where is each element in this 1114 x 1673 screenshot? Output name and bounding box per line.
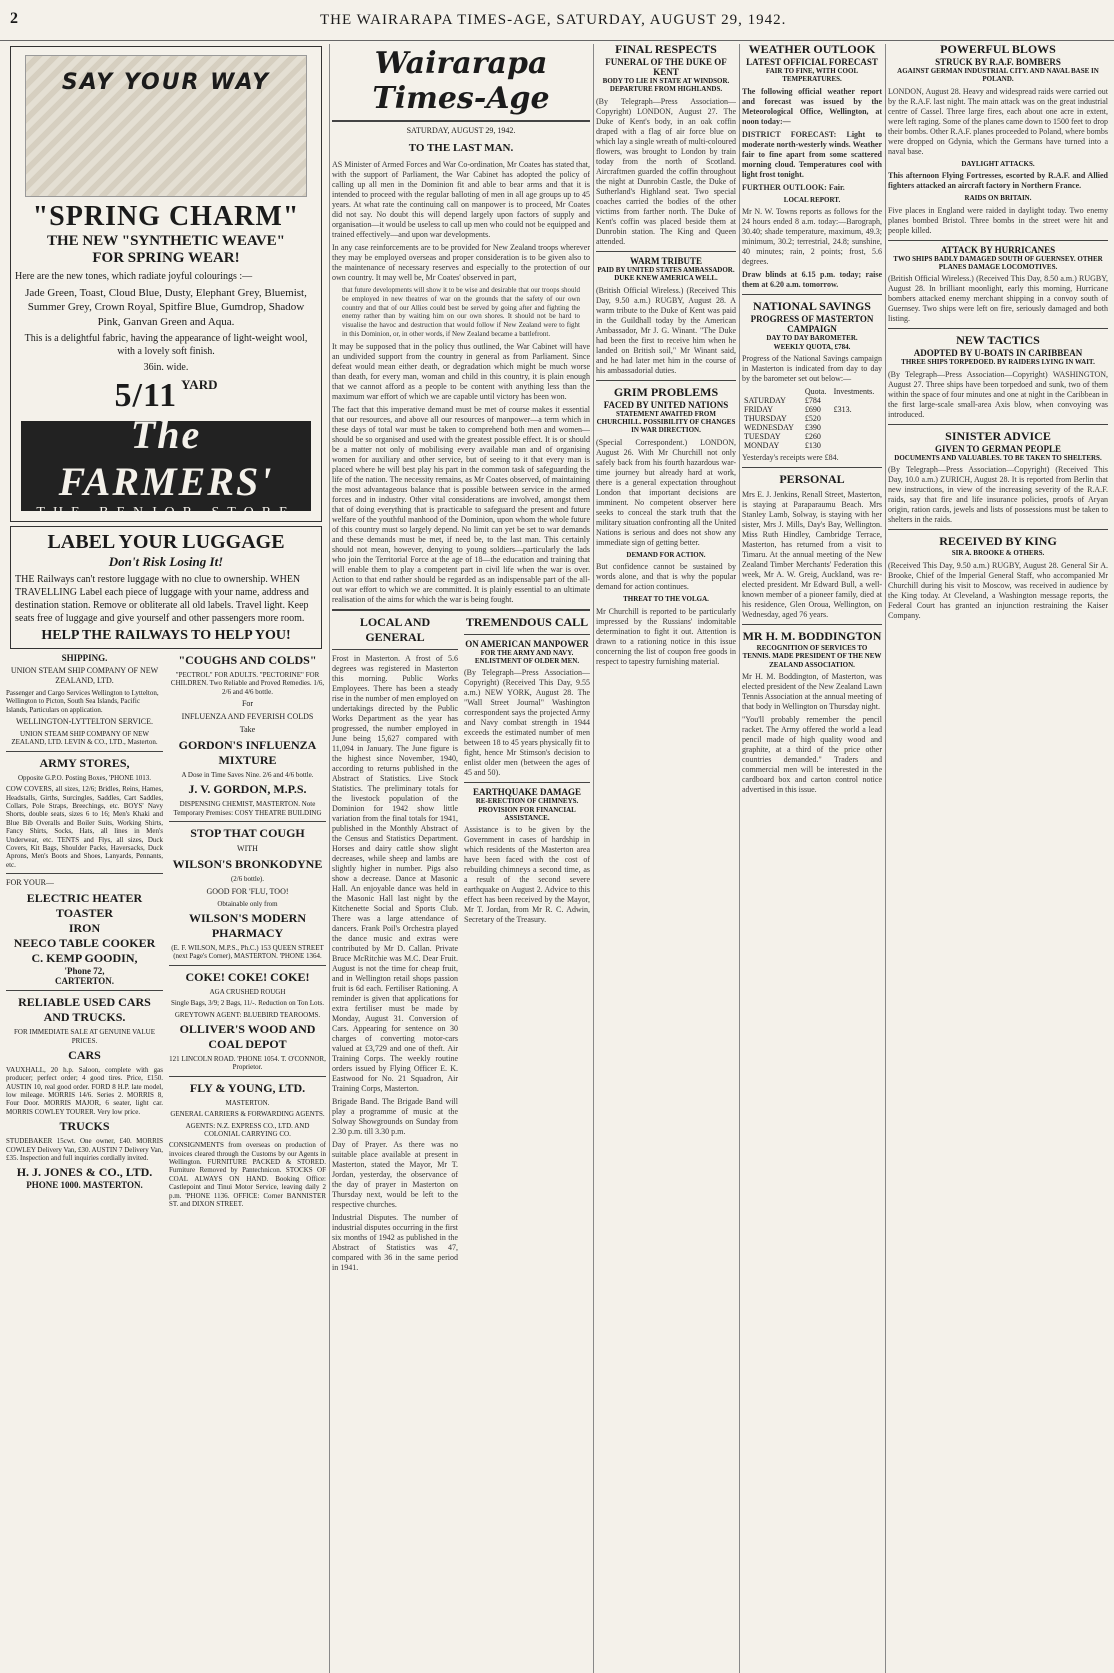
- volga-body: Mr Churchill is reported to be particularly impressed by the Russians' indomitable determination to fight it out. Attention is drawn to a rationing notice in this issue concerning the list of coupon free goods in respect to tapestry furnishing material.: [596, 606, 736, 666]
- hurricanes-sub: TWO SHIPS BADLY DAMAGED SOUTH OF GUERNSEY. OTHER PLANES DAMAGE LOCOMOTIVES.: [893, 254, 1103, 271]
- sinister-sub2: DOCUMENTS AND VALUABLES. TO BE TAKEN TO SHELTERS.: [894, 453, 1102, 462]
- fly-young-town: MASTERTON.: [225, 1098, 270, 1107]
- masthead-date: SATURDAY, AUGUST 29, 1942.: [406, 126, 516, 135]
- influenza-take: Take: [239, 725, 256, 735]
- blows-sub2: AGAINST GERMAN INDUSTRIAL CITY. AND NAVAL BASE IN POLAND.: [897, 67, 1099, 84]
- divider: [332, 649, 458, 650]
- spring-title: "SPRING CHARM": [32, 201, 300, 232]
- page-header: [0, 0, 1114, 41]
- table-header: Investments.: [833, 386, 875, 396]
- tactics-title: NEW TACTICS: [956, 333, 1040, 348]
- shipping-2: Passenger and Cargo Services Wellington to Lyttelton, Wellington to Picton, South Sea Islands, Pacific Islands, Particulars on application.: [6, 688, 159, 714]
- quake-title: EARTHQUAKE DAMAGE: [473, 787, 581, 798]
- cars-title: RELIABLE USED CARS AND TRUCKS.: [18, 995, 151, 1025]
- savings-title: NATIONAL SAVINGS: [753, 299, 871, 314]
- cough-obtain: Obtainable only from: [217, 899, 278, 908]
- fly-young-title: FLY & YOUNG, LTD.: [189, 1080, 306, 1095]
- personal-body: Mrs E. J. Jenkins, Renall Street, Masterton, is staying at Paraparaumu Beach. Mrs Stanley Lamb, Solway, is staying with her sister, Mrs J. Mills, Day's Bay, Wellington. Miss Ruth Hindley, Cambridge Terrace, Masterton, has returned from a visit to Timaru. At the annual meeting of the New Zealand Timber Merchants' Federation this week, Mr A. W. Greig, Auckland, was re-elected president. Mr Edward Bull, a well-known member of a pioneer family, died at his residence, Glen Oroua, Wellington, on Wednesday, aged 76 years.: [742, 489, 882, 619]
- column-rule: [329, 44, 330, 1673]
- respects-body: (By Telegraph—Press Association—Copyright) LONDON, August 27. The Duke of Kent's body, in an oak coffin draped with a flag of air force blue on which lay a single wreath of multi-coloured flowers, was brought to London by train today from the north of Scotland. Aircraftmen guarded the coffin throughout the night at Dunrobin Castle, the Duke of Sutherland's Highland seat. Two special coaches carried the bodies of the other victims from farther north. The Duke of Kent's coffin was placed beside them at Dunrobin station. The King and Queen attended.: [596, 96, 736, 246]
- advertisement-column: [6, 42, 326, 1673]
- table-cell: £260: [804, 431, 821, 441]
- savings-yesterday: Yesterday's receipts were £84.: [742, 452, 839, 462]
- coughs-title: "COUGHS AND COLDS": [178, 652, 317, 667]
- local-title: LOCAL AND GENERAL: [359, 614, 431, 644]
- small-ads: [6, 653, 326, 1212]
- grim-sub2: STATEMENT AWAITED FROM CHURCHILL. POSSIBILITY OF CHANGES IN WAR DIRECTION.: [596, 409, 736, 435]
- page-number: 2: [10, 10, 18, 27]
- coke-title: COKE! COKE! COKE!: [185, 969, 310, 984]
- heater-1: ELECTRIC HEATER: [26, 891, 143, 906]
- hurricanes-title: ATTACK BY HURRICANES: [940, 244, 1056, 255]
- news-column-4: [742, 42, 882, 1673]
- divider: [169, 965, 326, 966]
- paper-line: THE WAIRARAPA TIMES-AGE, SATURDAY, AUGUST 29, 1942.: [320, 12, 787, 28]
- king-title: RECEIVED BY KING: [939, 534, 1057, 549]
- daylight-title: DAYLIGHT ATTACKS.: [961, 159, 1035, 168]
- column-rule: [593, 44, 594, 1673]
- divider: [6, 873, 163, 874]
- news-column-3: [596, 42, 736, 1673]
- spring-width: 36in. wide.: [143, 361, 189, 373]
- heater-5: C. KEMP GOODIN,: [31, 951, 138, 966]
- editorial-p1: AS Minister of Armed Forces and War Co-ordination, Mr Coates has stated that, with the support of Parliament, the War Cabinet has adopted the policy of calling up all men in the Dominion fit and able to bear arms and that it is intended to proceed with the regular balloting of men in all age groups up to 45 years. At what rate the continuing call on manpower is to proceed, Mr Coates did not say. No doubt this will depend largely upon factors of supply and organisation—it would be useless to call up men who could not be equipped and trained effectively—and upon war developments.: [332, 160, 590, 239]
- cars-body: VAUXHALL, 20 h.p. Saloon, complete with gas producer; perfect order; 4 good tires. Price, £150. AUSTIN 10, real good order. FORD 8 H.P. late model, low mileage. MORRIS 14/6. Series 2. MORRIS 8, Four Door. MORRIS MAJOR, 6 seater, light car. MORRIS COWLEY TOURER. Very low price.: [6, 1065, 163, 1116]
- table-row: [742, 396, 882, 405]
- warm-body: (British Official Wireless.) (Received This Day, 9.50 a.m.) RUGBY, August 28. A warm tribute to the Duke of Kent was paid in the Guildhall today by the American Ambassador, Mr J. G. Winant. "The Duke had been the first to receive him when he landed on British soil," Mr Winant said, and he had later met him in the course of his ambassadorial duties.: [596, 285, 736, 375]
- ad-art-caption: SAY YOUR WAY: [61, 70, 271, 95]
- spring-sub1: THE NEW "SYNTHETIC WEAVE": [47, 233, 285, 249]
- sinister-title: SINISTER ADVICE: [945, 428, 1051, 443]
- greytown-agent: GREYTOWN AGENT: BLUEBIRD TEAROOMS.: [174, 1010, 321, 1019]
- tremendous-call: [464, 615, 590, 1276]
- local-report-title: LOCAL REPORT.: [783, 195, 841, 204]
- grim-body: (Special Correspondent.) LONDON, August 26. With Mr Churchill not only safely back from his fourth hazardous war-time journey but already hard at work, there is a general expectation throughout London that important decisions are imminent. No competent observer here seeks to conceal the stark truth that the military situation confronting all the United Nations is serious and does not show any immediate sign of getting better.: [596, 437, 736, 547]
- weather-sub: LATEST OFFICIAL FORECAST: [746, 57, 878, 67]
- weather-district: DISTRICT FORECAST: Light to moderate north-westerly winds. Weather fair to fine apart from some scattered morning cloud. Temperatures cool with light frost tonight.: [742, 129, 882, 179]
- blows-title: POWERFUL BLOWS: [940, 42, 1056, 56]
- spring-colours: Jade Green, Toast, Cloud Blue, Dusty, Elephant Grey, Bluemist, Summer Grey, Crown Royal, Spitfire Blue, Gumdrop, Shadow Pink, Ganvan Green and Aqua.: [25, 287, 307, 328]
- disputes: Industrial Disputes. The number of industrial disputes occurring in the first six months of 1942 as published in the Abstract of Statistics was 47, compared with 36 in the same period in 1941.: [332, 1212, 458, 1272]
- respects-title: FINAL RESPECTS: [615, 42, 717, 56]
- table-row: [742, 414, 882, 423]
- warm-title: WARM TRIBUTE: [629, 255, 703, 266]
- cough-good: GOOD FOR 'FLU, TOO!: [206, 886, 289, 896]
- quake-sub: RE-ERECTION OF CHIMNEYS. PROVISION FOR FINANCIAL ASSISTANCE.: [475, 797, 579, 823]
- raids-title: RAIDS ON BRITAIN.: [964, 194, 1032, 203]
- column-rule: [885, 44, 886, 1673]
- blinds-notice: Draw blinds at 6.15 p.m. today; raise them at 6.20 a.m. tomorrow.: [742, 270, 882, 290]
- personal-title: PERSONAL: [779, 471, 845, 486]
- brigade: Brigade Band. The Brigade Band will play a programme of music at the Solway Showgrounds on Sunday from 2.30 p.m. till 3.30 p.m.: [332, 1096, 458, 1136]
- divider: [742, 294, 882, 295]
- shipping-1: UNION STEAM SHIP COMPANY OF NEW ZEALAND, LTD.: [10, 665, 159, 685]
- fashion-illustration: [25, 55, 307, 197]
- army-body: COW COVERS, all sizes, 12/6; Bridles, Reins, Hames, Headstalls, Girths, Surcingles, Saddles, Cart Saddles, Collars, Pole Straps, Breechings, etc. BOYS' Navy Shorts, double seats, sizes 6 to 16; Men's Khaki and Blue Bib Overalls and Boiler Suits, Working Shirts, Fancy Shirts, Socks, Hats, all lines in Men's Underwear, etc. TENTS and Flys, all sizes, Duck Covers, Kit Bags, Shoulder Packs, Haversacks, Duck Aprons, Men's Boots and Shoes, Lanyards, Pennants, etc.: [6, 785, 163, 869]
- influenza-1: INFLUENZA AND FEVERISH COLDS: [181, 712, 314, 722]
- coke-body: Single Bags, 3/9; 2 Bags, 11/-. Reduction on Ton Lots.: [171, 999, 324, 1008]
- divider: [596, 380, 736, 381]
- blows-sub: STRUCK BY R.A.F. BOMBERS: [935, 57, 1061, 67]
- olliver-sub: 121 LINCOLN ROAD. 'PHONE 1054. T. O'CONNOR, Proprietor.: [169, 1054, 326, 1072]
- jones-sub: PHONE 1000. MASTERTON.: [26, 1180, 143, 1191]
- divider: [742, 624, 882, 625]
- sinister-body: (By Telegraph—Press Association—Copyright) (Received This Day, 10.0 a.m.) ZURICH, August 28. It is reported from Berlin that new instructions, in view of the increasing severity of the R.A.F. raids, say that fire and life insurance policies, proofs of Aryan origin, ration cards, jewels and lists of possessions must be taken to shelters in the raids.: [888, 465, 1108, 525]
- table-cell: £690: [804, 404, 821, 414]
- jones-title: H. J. JONES & CO., LTD.: [16, 1165, 153, 1180]
- news-column-5: [888, 42, 1108, 1673]
- call-title: TREMENDOUS CALL: [465, 614, 589, 629]
- king-body: (Received This Day, 9.50 a.m.) RUGBY, August 28. General Sir A. Brooke, Chief of the Imperial General Staff, who accompanied Mr Churchill during his visit to Moscow, was received in audience by the King today. At Cleveland, a Washington message reports, the Federal Court has granted an injunction restraining the Kaiser Company.: [888, 560, 1108, 620]
- savings-barometer-table: [742, 387, 882, 450]
- weather-title: WEATHER OUTLOOK: [748, 42, 876, 56]
- prayer: Day of Prayer. As there was no suitable place available at present in Masterton, stated the Mayor, Mr T. Jordan, yesterday, the observance of the day of prayer in Masterton on Thursday next, would be left to the respective churches.: [332, 1139, 458, 1209]
- boddington-title: MR H. M. BODDINGTON: [742, 628, 882, 643]
- cough-title: STOP THAT COUGH: [190, 826, 305, 841]
- table-header-row: [742, 387, 882, 396]
- table-header: Quota.: [804, 386, 827, 396]
- table-cell: £784: [804, 395, 821, 405]
- table-cell: [832, 432, 882, 441]
- divider: [888, 529, 1108, 530]
- small-ads-right: [169, 653, 326, 1212]
- shipping-3: WELLINGTON-LYTTELTON SERVICE.: [15, 717, 154, 727]
- spring-desc: This is a delightful fabric, having the appearance of light-weight wool, with a lovely soft finish.: [24, 332, 308, 357]
- call-sub: ON AMERICAN MANPOWER: [465, 638, 589, 649]
- heater-3: IRON: [68, 921, 101, 936]
- divider: [6, 990, 163, 991]
- sinister-sub: GIVEN TO GERMAN PEOPLE: [935, 443, 1061, 454]
- weather-official: The following official weather report and forecast was issued by the Meteorological Office, Wellington, at noon today:—: [742, 86, 882, 126]
- wilsons-sub: (E. F. WILSON, M.P.S., Ph.C.) 153 QUEEN STREET (next Page's Corner), MASTERTON. 'PHONE 1364.: [171, 944, 324, 961]
- warm-sub: PAID BY UNITED STATES AMBASSADOR. DUKE KNEW AMERICA WELL.: [597, 265, 735, 283]
- trucks-head: TRUCKS: [59, 1119, 110, 1134]
- luggage-footer: HELP THE RAILWAYS TO HELP YOU!: [41, 627, 291, 643]
- fly-young-sub: GENERAL CARRIERS & FORWARDING AGENTS.: [170, 1110, 325, 1119]
- farmers-logo-sub: THE BENJOR STORE: [36, 504, 296, 520]
- army-sub: Opposite G.P.O. Posting Boxes, 'PHONE 1013.: [17, 773, 152, 782]
- table-row: [742, 405, 882, 414]
- editorial-quote: that future developments will show it to be wise and desirable that our troops should be employed in new theatres of war on the grounds that the safety of our own country and that of our Allies could best be served by going after and fighting the enemy rather than by waiting him on our own shores. It should not be hard to visualise the havoc and destruction that would follow if New Zealand were to fight in this Dominion, or, in other words, if New Zealand became a battlefront.: [342, 286, 580, 338]
- divider: [464, 782, 590, 783]
- editorial-p3: It may be supposed that in the policy thus outlined, the War Cabinet will have an undivided support from the country in general as from Parliament. Since defeat would mean either death, or degradation which might be much worse than death, for every man, woman and child in this country, it is plain enough that we cannot afford as a people to be content with anything less than the maximum war effort of which we are capable until victory has been won.: [332, 341, 590, 401]
- coughs-body: "PECTROL" FOR ADULTS. "PECTORINE" FOR CHILDREN. Two Reliable and Proved Remedies. 1/6, 2/6 and 4/6 bottle.: [170, 670, 325, 696]
- cars-sub: FOR IMMEDIATE SALE AT GENUINE VALUE PRICES.: [14, 1028, 155, 1045]
- olliver-title: OLLIVER'S WOOD AND COAL DEPOT: [179, 1021, 316, 1051]
- table-cell: SATURDAY: [744, 395, 786, 405]
- table-cell: £520: [804, 413, 821, 423]
- army-title: ARMY STORES,: [39, 755, 130, 770]
- shipping-4: UNION STEAM SHIP COMPANY OF NEW ZEALAND, LTD. LEVIN & CO., LTD., Masterton.: [11, 730, 158, 747]
- savings-sub: PROGRESS OF MASTERTON CAMPAIGN: [750, 314, 874, 335]
- demand-title: DEMAND FOR ACTION.: [626, 550, 706, 559]
- spring-intro: Here are the new tones, which radiate joyful colourings :—: [15, 271, 253, 282]
- column-rule: [739, 44, 740, 1673]
- weather-sub2: FAIR TO FINE, WITH COOL TEMPERATURES.: [765, 67, 859, 84]
- editorial-p4: The fact that this imperative demand must be met of course makes it essential that our resources, and above all our resources of manpower—a term which in these days of total war must be taken to comprehend both men and women—should be so organised and used with the greatest possible effect. It is or should be a matter not only of mobilising every available man and of organising women for auxiliary and other service, but of seeing to it that every man is placed where he will best play his part in the common task of safeguarding the life of the nation. The necessity remains, as Mr Coates observed, of maintaining the most advantageous balance that is possible between service in the armed forces and in industry. Other vital considerations are involved, amongst them that of doing everything that is practicable to safeguard the present and future welfare of the youthful manhood of the Dominion, upon whom the whole future of this country must so largely depend. No limit can yet be set to war demands and these demands must be met, if need be, to the last man. This certainly should not mean, however, denying to young soldiers—particularly the lads who join the Territorial Force at the age of 18—the education and training that will enable them to play a competent part in civil life when the war is over. Action to that end rather should be regarded as an indispensable part of the all-out war effort to which we are committed. It is plainly essential to an ultimate realisation of the aims for which the war is being fought.: [332, 404, 590, 604]
- table-cell: [832, 396, 882, 405]
- weather-further: FURTHER OUTLOOK: Fair.: [742, 182, 845, 192]
- small-ads-left: [6, 653, 163, 1212]
- heater-4: NEECO TABLE COOKER: [13, 936, 156, 951]
- divider: [169, 1076, 326, 1077]
- daylight-body: This afternoon Flying Fortresses, escorted by R.A.F. and Allied fighters attacked an aircraft factory in Northern France.: [888, 171, 1108, 191]
- divider: [596, 251, 736, 252]
- jv-gordon: J. V. GORDON, M.P.S.: [188, 782, 307, 797]
- spring-price-row: [15, 377, 317, 415]
- cough-with: WITH: [237, 844, 258, 854]
- divider: [888, 240, 1108, 241]
- local-body: Frost in Masterton. A frost of 5.6 degrees was registered in Masterton this morning. Public Works Employees. There has been a steady rise in the number of men employed on undertakings directed by the Public Works Department as the year has progressed, the number employed in June being 15,627 compared with 11,094 in January. The June figure is the highest since November, 1940, according to returns published in the Abstract of Statistics. Live Stock Statistics. The preliminary totals for the livestock population of the Dominion for 1942 show little variation from the final totals for 1941, published in the Monthly Abstract of the Census and Statistics Department. Horses and dairy cattle show slight decreases, while sheep and lambs are slightly higher in number. Pigs also show a decrease. Dance at Masonic Hall. An enjoyable dance was held in the Masonic Hall last night by the Kitchenette Social and Sports Club. There was a large attendance of dancers. Frank Poil's Orchestra played the dance music and extras were contributed by Mr D. Callan. Private Bruce McRitchie was M.C. Dear Fruit. August is not the time for cheap fruit, and in Wellington retail shops passion fruit is 6d each. Fertiliser Rationing. A reminder is given that applications for extra fertiliser must be made by Monday, August 31. Conversion of Cars. Appearing for sentence on 30 charges of converting motor-cars valued at £3,729 and one of theft. Air Training Corps. The weekly routine orders issued by Flying Officer E. K. Eastwood for No. 21 Squadron, Air Training Corps, Masterton.: [332, 653, 458, 1093]
- table-cell: £313.: [833, 404, 852, 414]
- call-body: (By Telegraph—Press Association—Copyright) (Received This Day, 9.55 a.m.) NEW YORK, August 28. The "Wall Street Journal" Washington correspondent says the projected Army and Navy combat strength in 1944 exceeds the estimated number of men between 18 to 45 years physically fit to fight, hence Mr Stimson's decision to enlist older men (between the ages of 45 and 50).: [464, 668, 590, 778]
- table-cell: TUESDAY: [744, 431, 781, 441]
- luggage-body: THE Railways can't restore luggage with no clue to ownership. WHEN TRAVELLING Label each piece of luggage with your name, address and destination station. Remove or obliterate all old labels. Travel light. Keep seats free of luggage and give yourself and other passengers more room.: [15, 573, 309, 624]
- farmers-logo: [21, 411, 311, 520]
- editorial-column: [332, 42, 590, 1673]
- gordons-mixture: GORDON'S INFLUENZA MIXTURE: [178, 738, 317, 768]
- divider: [332, 120, 590, 122]
- editorial-p2: In any case reinforcements are to be provided for New Zealand troops wherever they may be employed overseas and proper consideration is to be given also to the maintenance of necessary reserves and especially to the protection of our own country. It may well be, Mr Coates' observed in part,: [332, 243, 590, 282]
- tactics-body: (By Telegraph—Press Association—Copyright) WASHINGTON, August 27. Three ships have been torpedoed and sunk, two of them within the space of four minutes and one at night in the Caribbean in the first large-scale small-area Axis blow, when convoying was introduced.: [888, 369, 1108, 419]
- spring-sub2: FOR SPRING WEAR!: [92, 250, 240, 266]
- editorial-title: TO THE LAST MAN.: [408, 142, 514, 154]
- divider: [464, 634, 590, 635]
- table-cell: [832, 414, 882, 423]
- grim-sub: FACED BY UNITED NATIONS: [603, 399, 729, 410]
- table-row: [742, 441, 882, 450]
- table-cell: £390: [804, 422, 821, 432]
- tactics-sub: ADOPTED BY U-BOATS IN CARIBBEAN: [913, 348, 1083, 359]
- spring-unit: YARD: [181, 376, 218, 392]
- wilsons-pharmacy: WILSON'S MODERN PHARMACY: [188, 911, 307, 941]
- divider: [742, 467, 882, 468]
- raids-body: Five places in England were raided in daylight today. Two enemy planes bombed Bristol. Three bombs in the street were hit and people killed.: [888, 205, 1108, 235]
- boddington-body: Mr H. M. Boddington, of Masterton, was elected president of the New Zealand Lawn Tennis Association at the annual meeting of that body in Wellington on Thursday night.: [742, 672, 882, 712]
- masthead: Wairarapa Times-Age: [372, 46, 550, 116]
- divider: [888, 328, 1108, 329]
- local-general: [332, 615, 458, 1276]
- local-report-body: Mr N. W. Towns reports as follows for the 24 hours ended 8 a.m. today:—Barograph, 30.40; shade temperature, maximum, 49.3; minimum, 30.2; terrestrial, 24.8; sunshine, 40 minutes; rain, 2 points; frost, 5.6 degrees.: [742, 207, 882, 267]
- volga-title: THREAT TO THE VOLGA.: [623, 595, 709, 604]
- boddington-sub: RECOGNITION OF SERVICES TO TENNIS. MADE PRESIDENT OF THE NEW ZEALAND ASSOCIATION.: [742, 643, 882, 669]
- trucks-body: STUDEBAKER 15cwt. One owner, £40. MORRIS COWLEY Delivery Van, £30. AUSTIN 7 Delivery Van, £35. Inspection and full inquiries cordially invited.: [6, 1137, 163, 1163]
- fly-young-agents: AGENTS: N.Z. EXPRESS CO., LTD. AND COLONIAL CARRYING CO.: [185, 1121, 310, 1138]
- divider: [888, 424, 1108, 425]
- cars-head: CARS: [68, 1047, 101, 1062]
- heater-7: CARTERTON.: [55, 976, 114, 987]
- divider: [169, 821, 326, 822]
- king-sub: SIR A. BROOKE & OTHERS.: [951, 549, 1045, 558]
- demand-body: But confidence cannot be sustained by words alone, and that is why the popular demand for action continues.: [596, 562, 736, 592]
- divider: [332, 609, 590, 611]
- farmers-logo-text: The FARMERS': [58, 411, 274, 504]
- savings-quota: WEEKLY QUOTA, £784.: [773, 342, 851, 351]
- call-sub2: FOR THE ARMY AND NAVY. ENLISTMENT OF OLDER MEN.: [474, 648, 580, 665]
- table-cell: THURSDAY: [744, 413, 787, 423]
- shipping-head: SHIPPING.: [61, 652, 108, 663]
- divider: [6, 751, 163, 752]
- influenza-for: For: [241, 699, 254, 709]
- table-cell: £130: [804, 440, 821, 450]
- grim-title: GRIM PROBLEMS: [613, 384, 719, 399]
- respects-sub2: BODY TO LIE IN STATE AT WINDSOR. DEPARTURE FROM HIGHLANDS.: [602, 77, 730, 94]
- respects-sub: FUNERAL OF THE DUKE OF KENT: [605, 57, 727, 77]
- hurricanes-body: (British Official Wireless.) (Received This Day, 8.50 a.m.) RUGBY, August 28. In brilliant moonlight, early this morning, Hurricane bombers attacked enemy merchant shipping in a convoy south of Guernsey. Two ships were left on fire, seriously damaged and both listing.: [888, 274, 1108, 324]
- jv-sub: DISPENSING CHEMIST, MASTERTON. Note Temporary Premises: COSY THEATRE BUILDING: [173, 800, 322, 817]
- table-cell: MONDAY: [744, 440, 780, 450]
- cough-name: WILSON'S BRONKODYNE: [172, 857, 323, 872]
- coke-sub: AGA CRUSHED ROUGH: [209, 987, 286, 996]
- luggage-sub: Don't Risk Losing It!: [108, 553, 224, 569]
- spring-price: 5/11: [114, 376, 178, 414]
- cough-price: (2/6 bottle).: [230, 875, 265, 884]
- tactics-sub2: THREE SHIPS TORPEDOED. BY RAIDERS LYING IN WAIT.: [901, 358, 1095, 367]
- table-row: [742, 423, 882, 432]
- table-cell: [832, 423, 882, 432]
- table-cell: [832, 441, 882, 450]
- savings-body: Progress of the National Savings campaign in Masterton is indicated from day to day by the barometer set out below:—: [742, 353, 882, 383]
- editorial-subcolumns: [332, 615, 590, 1276]
- table-cell: FRIDAY: [744, 404, 774, 414]
- savings-sub2: DAY TO DAY BAROMETER.: [766, 334, 858, 343]
- table-cell: WEDNESDAY: [744, 422, 794, 432]
- column-4-tail: "You'll probably remember the pencil racket. The Army offered the world a lead pencil made of high quality wood and graphite, at a third of the price other countries demanded." Traders and commercial men will be interested in the cardboard box and carton control notice advertised in this issue.: [742, 715, 882, 795]
- heater-6: 'Phone 72,: [64, 966, 105, 977]
- gordons-sub: A Dose in Time Saves Nine. 2/6 and 4/6 bottle.: [181, 771, 314, 780]
- spring-charm-advert: [10, 46, 322, 522]
- luggage-advert: [10, 526, 322, 649]
- quake-body: Assistance is to be given by the Government in cases of hardship in which residents of the Masterton area have been faced with the cost of rebuilding chimneys a second time, as a result of the second severe earthquake on August 2. Advice to this effect has been received by the Mayor, Mr T. Jordan, from Mr R. C. Adwin, Secretary of the Treasury.: [464, 825, 590, 925]
- table-row: [742, 432, 882, 441]
- heater-2: TOASTER: [55, 906, 114, 921]
- blows-body: LONDON, August 28. Heavy and widespread raids were carried out by the R.A.F. last night. The main attack was on the great industrial centre of Cassel. Three large fires, each about one acre in extent, were left raging. Some of the planes came down to 1500 feet to drop their bombs. Other R.A.F. planes proceeded to Poland, where bombs were dropped on Gdynia, which the Germans have turned into a naval base.: [888, 86, 1108, 156]
- heater-for: FOR YOUR—: [6, 878, 54, 888]
- luggage-title: LABEL YOUR LUGGAGE: [47, 530, 285, 553]
- fly-young-body: CONSIGNMENTS from overseas on production of invoices cleared through the Customs by our Agents in Wellington. FURNITURE PACKED & STORED. Furniture Removed by Pantechnicon. STOCKS OF COAL ALWAYS ON HAND. Booking Office: Castlepoint and Tinui Motor Service, leaving daily 2 p.m. 'PHONE 1136. OFFICE: Corner BANNISTER ST. and DIXON STREET.: [169, 1141, 326, 1209]
